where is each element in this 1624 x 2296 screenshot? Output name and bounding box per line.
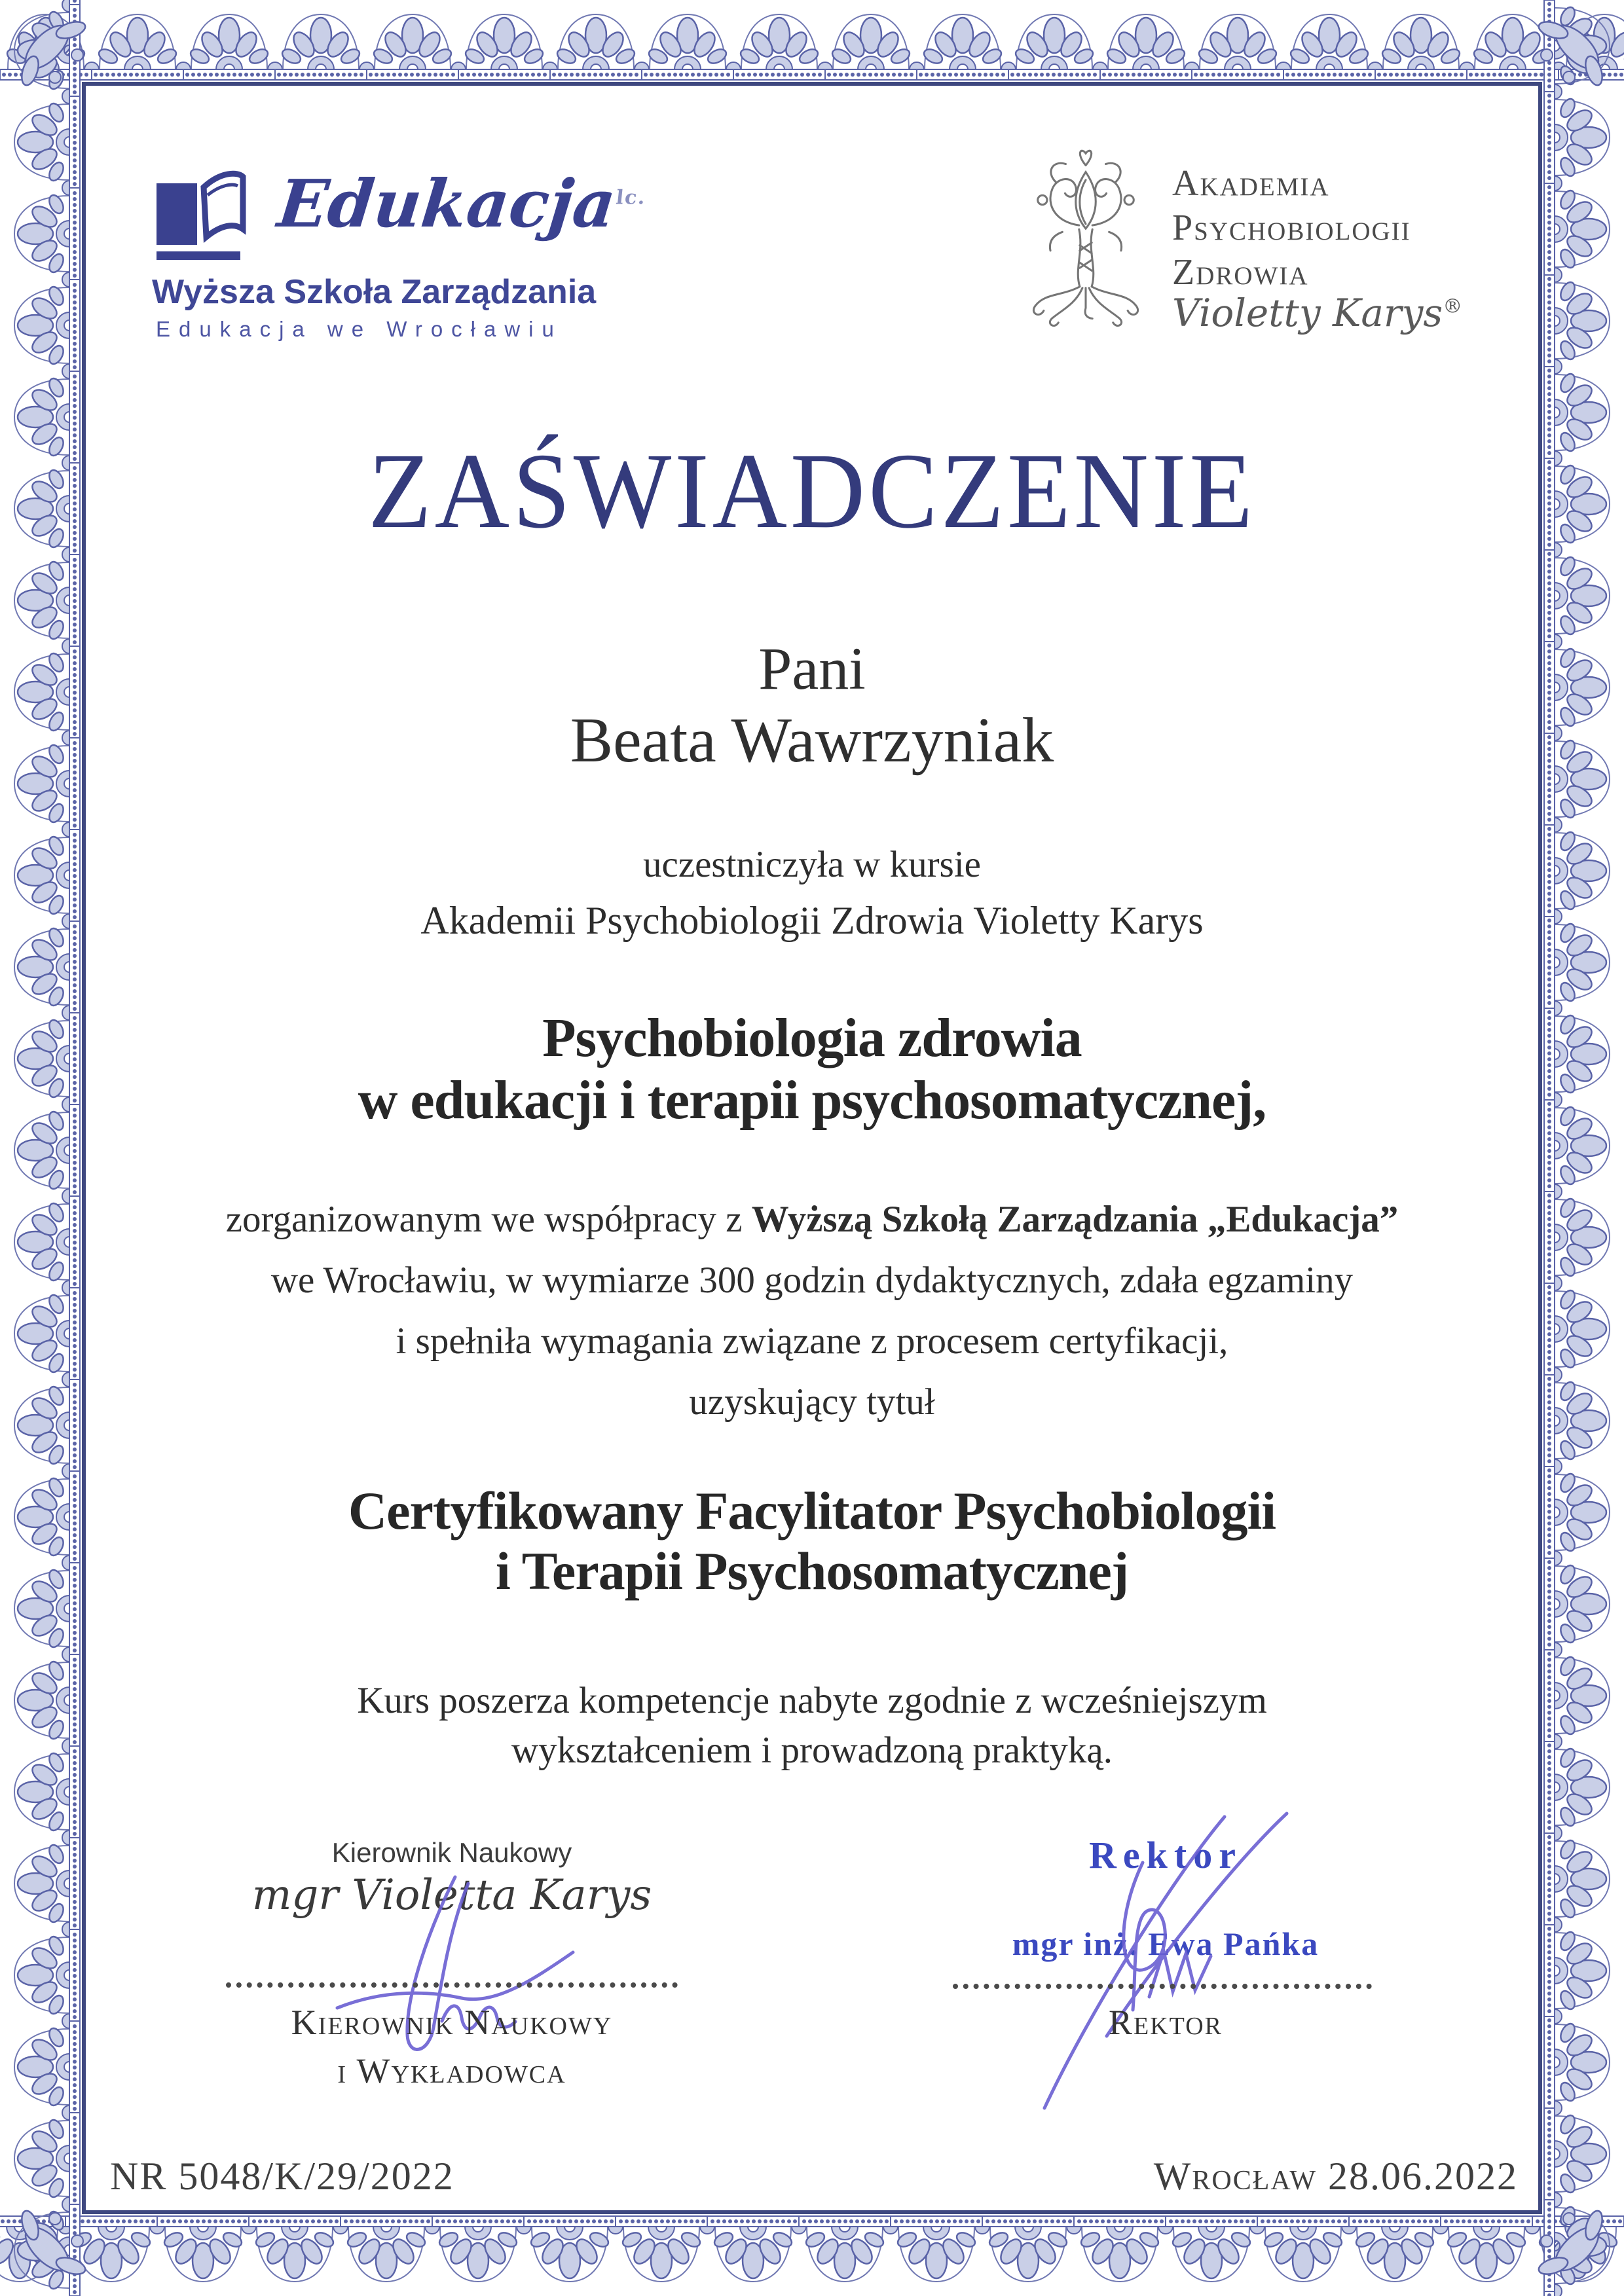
- body-line1-bold: Wyższą Szkołą Zarządzania „Edukacja”: [751, 1199, 1399, 1240]
- registered-trademark-icon: ®: [1443, 295, 1463, 318]
- awarded-title: [98, 1481, 1526, 1601]
- course-title: [98, 1007, 1526, 1131]
- left-role-caps-line2: i Wykładowca: [337, 2051, 566, 2090]
- note-line1: Kurs poszerza kompetencje nabyte zgodnie z wcześniejszym: [357, 1680, 1267, 1721]
- note-line2: wykształceniem i prowadzoną praktyką.: [511, 1730, 1113, 1771]
- body-line2: we Wrocławiu, w wymiarze 300 godzin dydaktycznych, zdała egzaminy: [270, 1260, 1354, 1301]
- book-icon: [155, 169, 270, 280]
- awarded-title-line2: i Terapii Psychosomatycznej: [495, 1541, 1129, 1601]
- brand-name-edukacja: [274, 165, 650, 242]
- body-paragraph: [98, 1189, 1526, 1432]
- body-line3: i spełniła wymagania związane z procesem certyfikacji,: [396, 1321, 1228, 1362]
- recipient-name: Beata Wawrzyniak: [570, 705, 1054, 776]
- brand-name-text: Edukacja: [274, 165, 619, 242]
- signature-ink-right: [1008, 1800, 1310, 2115]
- academy-name-line3: Zdrowia: [1172, 252, 1309, 293]
- brand-school-name: Wyższa Szkoła Zarządzania: [152, 273, 597, 311]
- left-signature-dotted-line: [226, 1982, 678, 1988]
- academy-founder-script: [1172, 291, 1539, 335]
- right-role-caps-line1: Rektor: [1109, 2003, 1223, 2042]
- note-text: [98, 1676, 1526, 1776]
- place-and-date: Wrocław 28.06.2022: [1153, 2155, 1518, 2198]
- certificate-title: ZAŚWIADCZENIE: [368, 431, 1256, 551]
- academy-name-line1: Akademia: [1172, 163, 1330, 204]
- brand-superscript: lc.: [614, 186, 648, 210]
- academy-name-line2: Psychobiologii: [1172, 208, 1411, 248]
- right-signature-dotted-line: [953, 1984, 1372, 1989]
- tree-of-life-icon: [1014, 145, 1158, 332]
- recipient-salutation: Pani: [758, 635, 866, 702]
- right-stamp-name: mgr inż. Ewa Pańka: [1012, 1925, 1320, 1962]
- academy-founder-name: Violetty Karys: [1172, 291, 1443, 335]
- body-line1-normal: zorganizowanym we współpracy z: [225, 1199, 752, 1240]
- intro-line1: uczestniczyła w kursie: [643, 844, 981, 885]
- brand-school-tagline: Edukacja we Wrocławiu: [156, 317, 563, 341]
- body-line1: [98, 1189, 1526, 1250]
- certificate-number: NR 5048/K/29/2022: [110, 2155, 454, 2198]
- right-stamp-role: Rektor: [1089, 1834, 1242, 1876]
- course-title-line2: w edukacji i terapii psychosomatycznej,: [358, 1070, 1266, 1131]
- body-line4: uzyskujący tytuł: [689, 1381, 935, 1423]
- left-role-caps-line1: Kierownik Naukowy: [291, 2003, 613, 2042]
- awarded-title-line1: Certyfikowany Facylitator Psychobiologii: [348, 1481, 1276, 1540]
- left-stamp-name: mgr Violetta Karys: [251, 1871, 652, 1920]
- intro-line2: Akademii Psychobiologii Zdrowia Violetty Karys: [420, 899, 1204, 942]
- left-stamp-role: Kierownik Naukowy: [331, 1837, 572, 1868]
- course-title-line1: Psychobiologia zdrowia: [542, 1008, 1082, 1068]
